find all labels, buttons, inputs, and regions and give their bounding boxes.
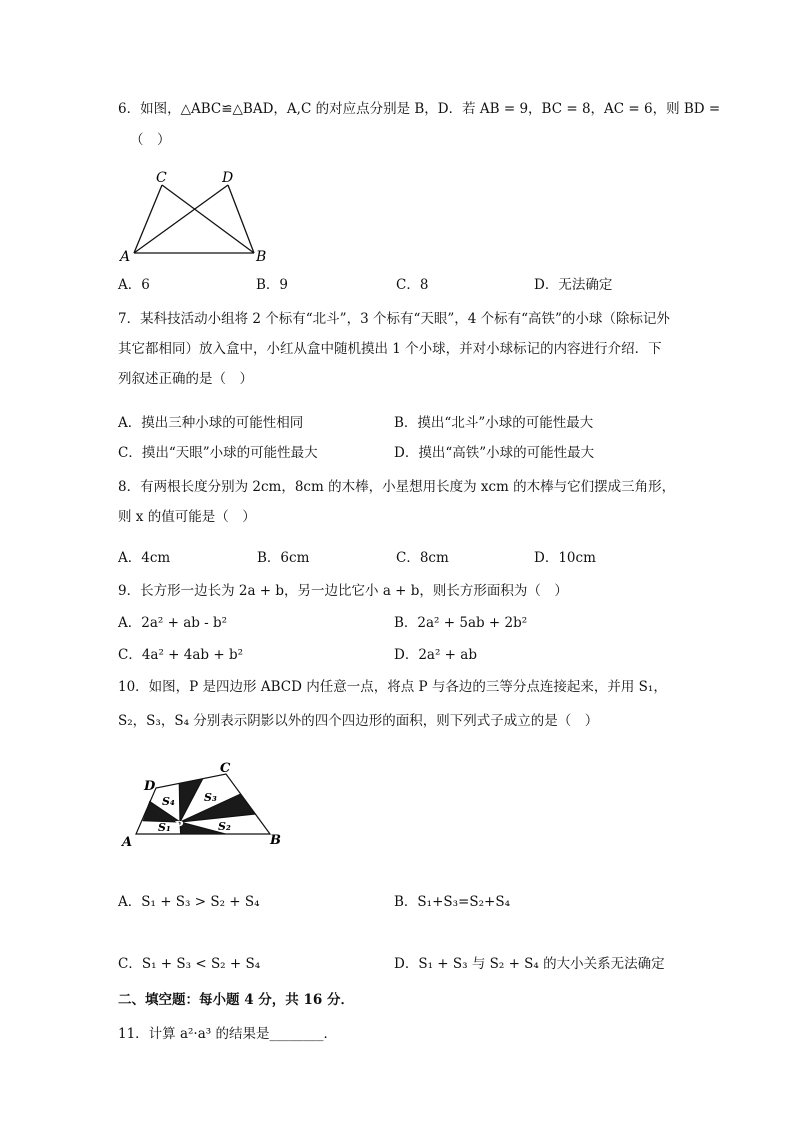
q6-option-d: D．无法确定 [534, 277, 613, 293]
q9-stem: 9．长方形一边长为 2a + b，另一边比它小 a + b，则长方形面积为（ ） [118, 583, 568, 599]
q10-label-s1: S₁ [158, 821, 171, 834]
q10-label-s4: S₄ [162, 795, 175, 808]
q7-option-c: C．摸出“天眼”小球的可能性最大 [118, 445, 318, 461]
q8-stem-line1: 8．有两根长度分别为 2cm，8cm 的木棒，小星想用长度为 xcm 的木棒与它们摆成三角形， [118, 479, 676, 495]
q10-quadrilateral-figure [114, 758, 294, 854]
q11-stem: 11．计算 a²·a³ 的结果是________． [118, 1026, 337, 1042]
q7-option-b: B．摸出“北斗”小球的可能性最大 [394, 415, 594, 431]
q10-label-s3: S₃ [204, 791, 217, 804]
q10-label-d: D [144, 779, 156, 794]
q8-option-d: D．10cm [534, 550, 596, 566]
q10-label-s2: S₂ [218, 820, 231, 833]
q7-stem-line3: 列叙述正确的是（ ） [118, 371, 253, 387]
q10-label-p: P [174, 819, 184, 833]
q9-option-a: A．2a² + ab - b² [118, 615, 228, 631]
q9-option-d: D．2a² + ab [394, 647, 477, 663]
q10-label-c: C [220, 761, 231, 776]
q6-label-c: C [156, 170, 167, 186]
q10-label-b: B [270, 833, 281, 848]
q7-option-a: A．摸出三种小球的可能性相同 [118, 415, 304, 431]
q6-label-d: D [222, 170, 234, 186]
q7-stem-line1: 7．某科技活动小组将 2 个标有“北斗”，3 个标有“天眼”，4 个标有“高铁”的小球（除标记外 [118, 311, 670, 327]
q8-option-c: C．8cm [396, 550, 449, 566]
q8-option-a: A．4cm [118, 550, 171, 566]
q6-answer-bracket: （ ） [130, 132, 171, 148]
section2-heading: 二、填空题：每小题 4 分，共 16 分． [118, 992, 354, 1008]
q10-option-b: B．S₁+S₃=S₂+S₄ [394, 894, 510, 910]
q6-triangle-figure [112, 165, 282, 265]
q6-option-c: C．8 [396, 277, 429, 293]
q10-option-a: A．S₁ + S₃ > S₂ + S₄ [118, 894, 260, 910]
q6-option-a: A．6 [118, 277, 150, 293]
q8-stem-line2: 则 x 的值可能是（ ） [118, 509, 256, 525]
q9-option-c: C．4a² + 4ab + b² [118, 647, 244, 663]
q10-label-a: A [122, 835, 133, 850]
q10-stem-line1: 10．如图，P 是四边形 ABCD 内任意一点，将点 P 与各边的三等分点连接起来，并用 S₁， [118, 679, 667, 695]
q8-option-b: B．6cm [257, 550, 310, 566]
q7-option-d: D．摸出“高铁”小球的可能性最大 [394, 445, 595, 461]
q9-option-b: B．2a² + 5ab + 2b² [394, 615, 528, 631]
q10-stem-line2: S₂，S₃，S₄ 分别表示阴影以外的四个四边形的面积，则下列式子成立的是（ ） [118, 713, 599, 729]
q10-option-c: C．S₁ + S₃ < S₂ + S₄ [118, 956, 261, 972]
q6-option-b: B．9 [256, 277, 289, 293]
q7-stem-line2: 其它都相同）放入盒中，小红从盒中随机摸出 1 个小球，并对小球标记的内容进行介绍．下 [118, 341, 662, 357]
q10-option-d: D．S₁ + S₃ 与 S₂ + S₄ 的大小关系无法确定 [394, 956, 665, 972]
q6-label-b: B [256, 249, 267, 265]
q6-label-a: A [120, 249, 131, 265]
q6-stem: 6．如图，△ABC≌△BAD，A,C 的对应点分别是 B，D．若 AB = 9，BC = 8，AC = 6，则 BD = [118, 101, 721, 117]
